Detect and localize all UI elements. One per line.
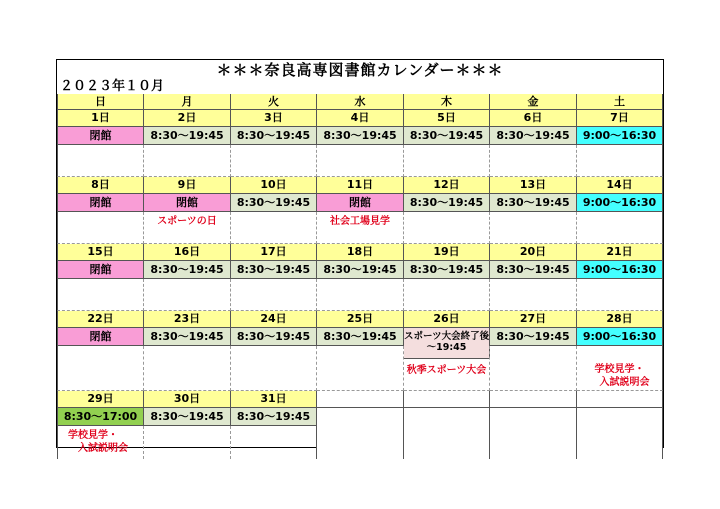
date-cell: 11日 [317,177,404,194]
date-cell: 6日 [490,110,577,127]
weekday-tue: 火 [231,94,317,110]
note-cell [231,426,317,459]
note-line-2: 入試説明会 [78,443,128,454]
note-cell [57,279,144,311]
blank-cell [490,391,577,408]
date-cell: 4日 [317,110,404,127]
hours-cell: 8:30～19:45 [144,328,231,346]
date-cell: 18日 [317,244,404,261]
hours-cell-saturday: 9:00～16:30 [577,194,663,212]
weekday-mon: 月 [144,94,231,110]
note-cell [57,145,144,177]
date-cell: 14日 [577,177,663,194]
event-note-sports-meet: 秋季スポーツ大会 [404,346,490,391]
hours-cell: 8:30～19:45 [144,261,231,279]
blank-cell [404,391,490,408]
date-cell: 21日 [577,244,663,261]
date-cell: 5日 [404,110,490,127]
note-cell [144,426,231,459]
hours-cell: 8:30～19:45 [231,408,317,426]
date-cell: 24日 [231,311,317,328]
date-cell: 30日 [144,391,231,408]
date-cell: 12日 [404,177,490,194]
blank-cell [577,426,663,459]
note-cell [144,279,231,311]
note-cell [317,145,404,177]
blank-cell [404,408,490,426]
weekday-wed: 水 [317,94,404,110]
note-cell [231,346,317,391]
week-3-notes [57,279,663,311]
hours-cell: 8:30～19:45 [144,408,231,426]
week-5-hours [57,408,663,426]
date-cell: 29日 [57,391,144,408]
note-cell [404,212,490,244]
date-cell: 9日 [144,177,231,194]
week-1-notes [57,145,663,177]
hours-cell: 8:30～19:45 [231,328,317,346]
note-cell [317,346,404,391]
date-cell: 13日 [490,177,577,194]
hours-cell: 8:30～19:45 [317,261,404,279]
date-cell: 3日 [231,110,317,127]
blank-cell [490,408,577,426]
hours-cell: 8:30～19:45 [231,261,317,279]
blank-cell [317,426,404,459]
event-note-sports-day: スポーツの日 [144,212,231,244]
note-cell [231,145,317,177]
note-cell [231,212,317,244]
hours-cell-closed: 閉館 [144,194,231,212]
date-cell: 20日 [490,244,577,261]
week-4-notes [57,346,663,391]
date-cell: 10日 [231,177,317,194]
hours-cell-closed: 閉館 [317,194,404,212]
hours-cell-saturday: 9:00～16:30 [577,261,663,279]
date-cell: 27日 [490,311,577,328]
date-cell: 26日 [404,311,490,328]
week-3-dates [57,244,663,261]
hours-cell: 8:30～19:45 [231,194,317,212]
hours-line-2: ～19:45 [426,342,467,353]
date-cell: 25日 [317,311,404,328]
note-cell [577,145,663,177]
hours-cell-closed: 閉館 [57,194,144,212]
hours-cell: 8:30～19:45 [317,328,404,346]
date-cell: 2日 [144,110,231,127]
note-cell [577,212,663,244]
blank-cell [317,408,404,426]
hours-cell-saturday: 9:00～16:30 [577,328,663,346]
note-line-2: 入試説明会 [599,377,650,388]
note-cell [317,279,404,311]
hours-cell: 8:30～19:45 [144,127,231,145]
date-cell: 28日 [577,311,663,328]
weekday-header-row [57,94,663,110]
calendar-grid [57,94,663,454]
weekday-sat: 土 [577,94,663,110]
hours-cell-saturday: 9:00～16:30 [577,127,663,145]
blank-cell [577,408,663,426]
note-cell [404,145,490,177]
month-label: ２０２３年１０月 [60,79,165,94]
blank-cell [404,426,490,459]
week-2-dates [57,177,663,194]
week-4-dates [57,311,663,328]
hours-cell: 8:30～19:45 [317,127,404,145]
date-cell: 17日 [231,244,317,261]
note-cell [490,212,577,244]
note-cell [404,279,490,311]
hours-cell: 8:30～19:45 [490,194,577,212]
weekday-sun: 日 [57,94,144,110]
blank-cell [317,391,404,408]
date-cell: 8日 [57,177,144,194]
note-line-1: 学校見学・ [594,364,645,375]
date-cell: 15日 [57,244,144,261]
week-2-hours [57,194,663,212]
date-cell: 31日 [231,391,317,408]
week-5-dates [57,391,663,408]
date-cell: 22日 [57,311,144,328]
date-cell: 23日 [144,311,231,328]
hours-cell-closed: 閉館 [57,127,144,145]
note-cell [490,279,577,311]
event-note-factory-tour: 社会工場見学 [317,212,404,244]
week-1-hours [57,127,663,145]
date-cell: 16日 [144,244,231,261]
event-note-open-campus [57,426,144,459]
hours-line-1: スポーツ大会終了後 [404,331,490,342]
date-cell: 19日 [404,244,490,261]
hours-cell: 8:30～19:45 [490,328,577,346]
date-cell: 1日 [57,110,144,127]
note-cell [490,145,577,177]
weekday-fri: 金 [490,94,577,110]
hours-cell: 8:30～19:45 [404,127,490,145]
calendar-title: ＊＊＊奈良高専図書館カレンダー＊＊＊ [216,61,504,79]
blank-cell [490,426,577,459]
hours-cell: 8:30～19:45 [404,261,490,279]
weekday-thu: 木 [404,94,490,110]
hours-cell: 8:30～19:45 [404,194,490,212]
week-3-hours [57,261,663,279]
hours-cell: 8:30～19:45 [490,261,577,279]
hours-cell: 8:30～19:45 [490,127,577,145]
hours-cell: 8:30～19:45 [231,127,317,145]
note-cell [57,346,144,391]
note-cell [144,145,231,177]
week-1-dates [57,110,663,127]
note-cell [490,346,577,391]
event-note-open-campus [577,346,663,391]
note-cell [577,279,663,311]
week-2-notes [57,212,663,244]
note-cell [231,279,317,311]
hours-cell-special: 8:30～17:00 [57,408,144,426]
note-line-1: 学校見学・ [68,430,118,441]
note-cell [144,346,231,391]
note-cell [57,212,144,244]
blank-cell [577,391,663,408]
date-cell: 7日 [577,110,663,127]
hours-cell-closed: 閉館 [57,328,144,346]
hours-cell-closed: 閉館 [57,261,144,279]
week-5-notes [57,426,663,459]
